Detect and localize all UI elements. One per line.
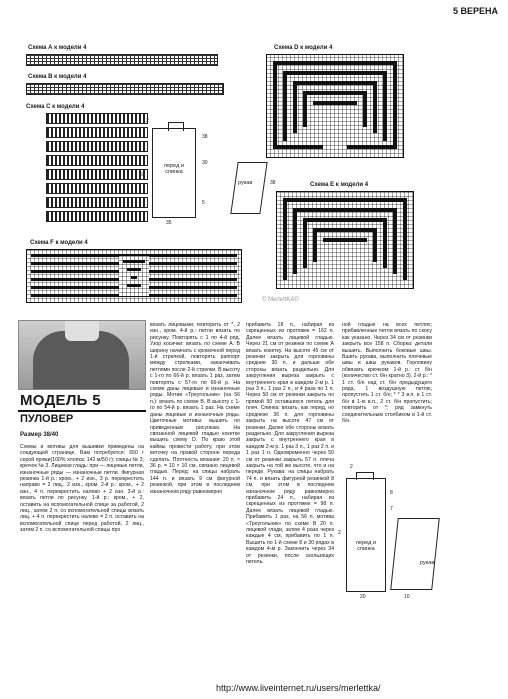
dim-3: 67 xyxy=(140,172,146,178)
text-column-3 xyxy=(246,322,334,664)
model5-neck-notch xyxy=(356,472,374,480)
dim-0: 2 xyxy=(146,118,149,124)
dim-10: 2 xyxy=(338,530,341,536)
column-2-text: вязать лицевыми; повторить от *, 2 изн., кром. 4-й р.: петли вязать по рисунку. Повторять с 1 по 4-й ряд. Узор косички: вязать по схеме А. В ширину начинать с кромочной перед 1-й стрелкой, повторять раппорт между стрелками, заканчивать петлями после 2-й стрелки. В высоту с 1-го по 66-й р. вязать 1 раз, затем повторять с 57-го по 66-й р. На схеме даны лицевые и изнаночные ряды. Мотив «Треугольник» (на 56 п.): вязать по схеме В. В высоту с 1-го по 54-й р. вязать 1 раз. На схеме даны лицевые и изнаночные ряды. Цветочные мотивы: вышить по приведенным рисункам. На связанной лицевой гладью кокетке вышить схему D. По краю этой каймы провести работу, при этом веточку на правой стороне переда сделать. Плотность вязания: 20 п. × 36 р. = 10 × 10 см, связано лицевой гладью. Перед: на спицы набрать 144 п. и вязать 9 см фигурной резинкой, при этом в последнем изнаночном ряду равномерно xyxy=(150,322,240,495)
page-label: 5 ВЕРЕНА xyxy=(452,6,498,16)
dim-6: 38 xyxy=(270,180,276,186)
model5-sleeve-pattern xyxy=(390,518,440,590)
scheme-e-chart xyxy=(276,191,414,289)
footer-url[interactable]: http://www.liveinternet.ru/users/merlettka/ xyxy=(216,683,381,693)
dim-9: 7 xyxy=(390,506,393,512)
scheme-b-chart xyxy=(26,83,224,95)
text-column-2 xyxy=(150,322,240,664)
model-title: МОДЕЛЬ 5 xyxy=(20,392,101,409)
dim-1: 38 xyxy=(202,134,208,140)
scheme-b-caption: Схема В к модели 4 xyxy=(28,74,87,80)
dim-2: 30 xyxy=(202,160,208,166)
scheme-a-caption: Схема А к модели 4 xyxy=(28,45,87,51)
dim-8: 8 xyxy=(390,490,393,496)
watermark: © MerlettKA© xyxy=(262,297,299,303)
dim-11: 20 xyxy=(360,594,366,600)
text-column-1 xyxy=(20,444,144,666)
neckline-notch xyxy=(168,122,184,131)
column-3-text: прибавить 18 п., набирая из скрещенных из протяжек = 162 п. Далее вязать лицевой гладью. Через 21 см от резинки по схеме А вязать кокетку. На высоте 45 см от резинки закрыть для горловины средние 30 п. и дальше обе стороны вязать раздельно. Для закругления выреза закрыть с внутреннего края в каждом 2-м р. 1 раз 3 п., 1 раз 2 п., и 4 раза по 1 п. Через 50 см от резинки закрыть по прямой 50 оставшихся петель для плеч. Спинка: вязать, как перед, но среднюю 36 п. для горловины закрыть на высоте 47 см от резинки. Далее обе стороны вязать раздельно. Для закругления выреза закрыть с внутреннего края в каждом 2-м р. 1 раз 3 п., 1 раз 2 п. и 1 раз 1 п. Одновременно через 50 см от резинки закрыть 57 п. плеча закрыть на той же высоте, что и на переде. Рукава: на спицы набрать 74 п. и вязать фигурной резинкой 8 см, при этом в последнем изнаночном ряду равномерно прибавить 24 п., набирая из скрещенных из протяжек = 98 п. Далее вязать лицевой гладью. Прибавить 1 раз, на 56 п. мотива «Треугольник» по схеме В 20 п. лицевой глади, затем 4 раза через каждые 4 см, прибавить по 1 п. Вышить по 1-й схеме 8 и 30 рядах в каждом 4-м р. Закончить через 34 от резинки, после скользящих петель. xyxy=(246,322,334,566)
scheme-f-caption: Схема F к модели 4 xyxy=(30,240,88,246)
scheme-f-chart xyxy=(26,249,242,303)
scheme-a-chart xyxy=(26,54,218,66)
scheme-c-chart xyxy=(22,113,130,233)
dim-7: 2 xyxy=(350,464,353,470)
sleeve-pattern xyxy=(230,162,267,214)
sweater-photo xyxy=(18,320,146,390)
model-subtitle: ПУЛОВЕР xyxy=(20,413,74,425)
dim-5: 35 xyxy=(166,220,172,226)
model5-front-pattern xyxy=(346,478,386,592)
dim-4: 5 xyxy=(202,200,205,206)
scheme-d-chart xyxy=(266,54,404,158)
column-4-text: ной гладью на всех петлях; прибавленные петли вязать по скосу как указано. Через 34 см от резинки закрыть все 158 п. Сборка: детали вышить. Выполнить боковые швы. Вшить рукава, выполнить плечевые швы и швы рукавов. Горловину обвязать крючком: 1-й р.: ст. б/н (количество ст. б/н кратно 3). 2-й р.: * 1 ст. б/н над ст. б/н предыдущего ряда, 1 воздушную петлю, пропустить 1 ст. б/н; * * 3 в.п. и 1 ст. б/н в 1-ю в.п., 2 ст. б/н пропустить; повторить от *; ряд замкнуть соединительным столбиком в 1-й ст. б/н. xyxy=(342,322,432,425)
text-column-4 xyxy=(342,322,432,452)
model5-sleeve-label: рукав xyxy=(420,560,435,566)
sleeve-label: рукав xyxy=(238,180,253,186)
column-1-text: Схемы и мотивы для вышивки приведены на следующей странице. Вам потребуется: 650 г серой пряжи(100% хлопка; 142 м/50 г); спицы № 3; крючок № 3. Лицевая гладь: при — лицевые петли, изнаночные ряды — изнаночные петли. Фигурная резинка 1-й р.: кром., + 2 изн., 3 р. перекрестить направо = 2 лиц., 2 изн., кром. 2-й р.: кром., + 2 изн., 4 п. перекрестить налево + 2 изн. 3-й р.: вязать петли по рисунку. 1-й р.: кром., + 2, оставить на вспомогательной спице за работой, 2 лиц., затем 2 п. со вспомогательной спицы вязать лиц. + 4 п. перекрестить налево = 2 п. оставить на вспомогательной спице перед работой, 2 лиц., затем 2 п. со вспомогательной спицы про xyxy=(20,444,144,534)
model5-front-label: перед и спинка xyxy=(356,540,376,552)
front-back-label: перед и спинка xyxy=(164,163,184,175)
dim-12: 10 xyxy=(404,594,410,600)
scheme-d-caption: Схема D к модели 4 xyxy=(274,45,333,51)
title-rule xyxy=(18,410,146,412)
scheme-e-caption: Схема Е к модели 4 xyxy=(310,182,369,188)
scheme-c-caption: Схема С к модели 4 xyxy=(26,104,85,110)
model-size: Размер 38/40 xyxy=(20,432,59,438)
